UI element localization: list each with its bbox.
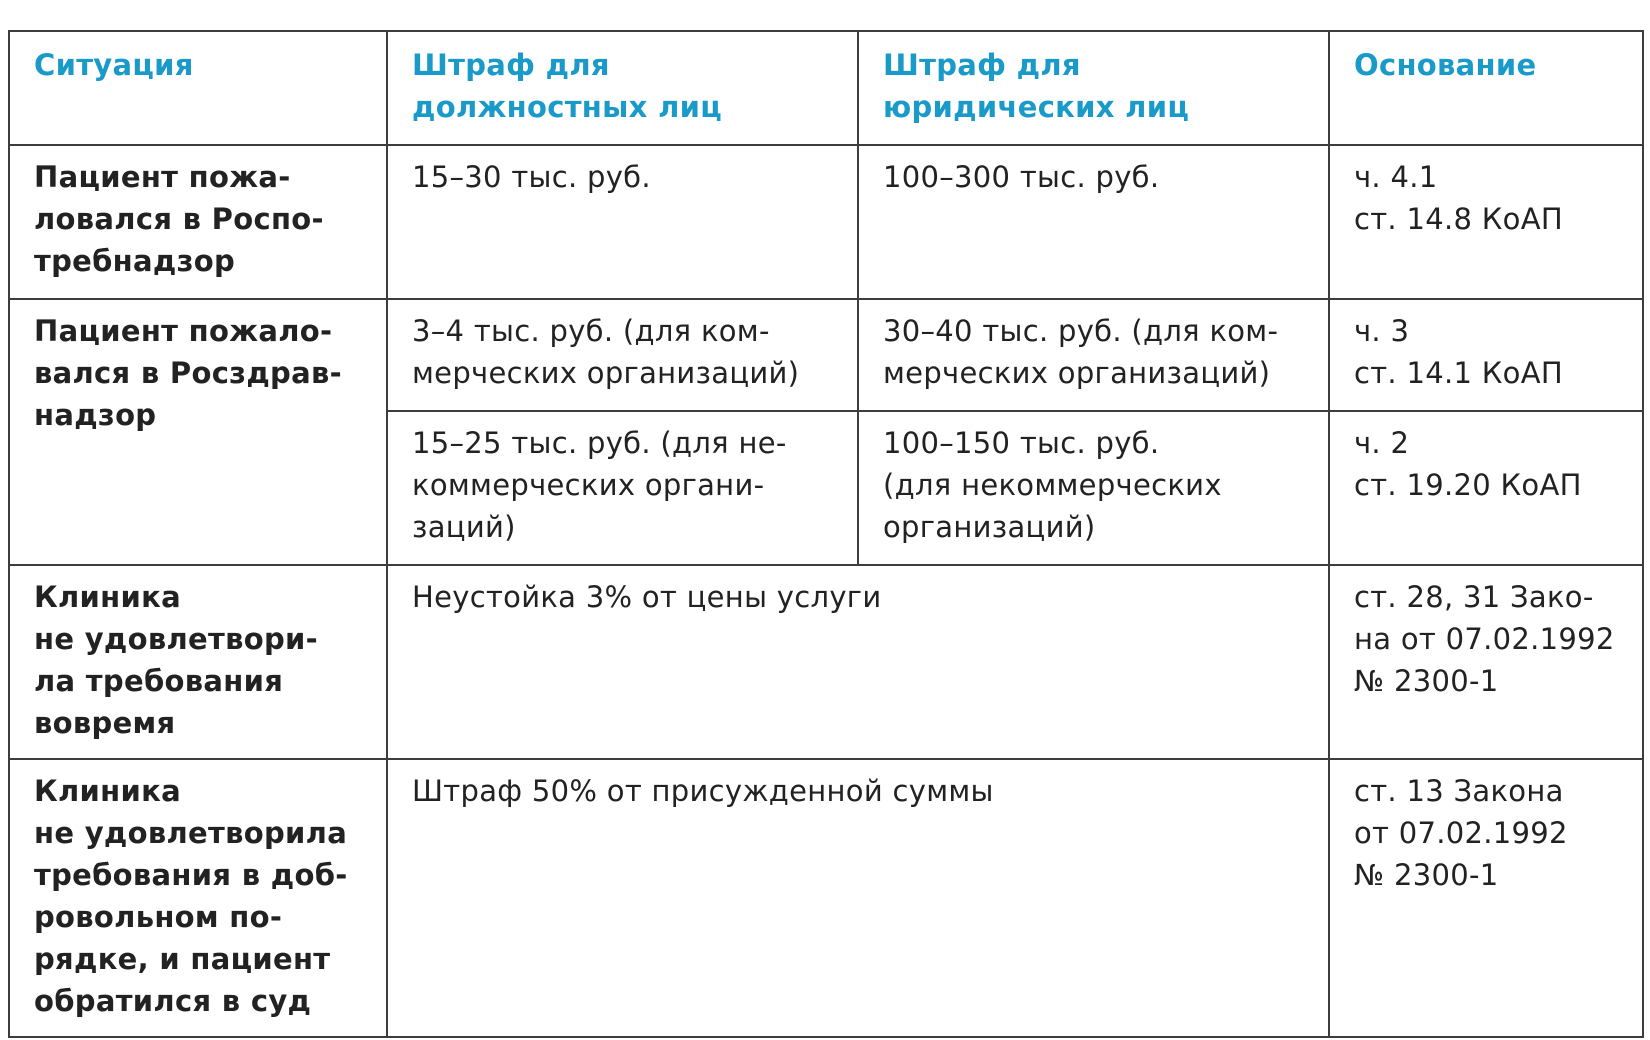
- table-row: [9, 145, 1643, 299]
- penalty-cell: Штраф 50% от присужденной суммы: [387, 759, 1329, 1037]
- basis-cell: ст. 28, 31 Зако- на от 07.02.1992 № 2300-1: [1329, 565, 1643, 759]
- fine-legal-cell: 100–300 тыс. руб.: [858, 145, 1329, 299]
- header-fine-officials: Штраф для должностных лиц: [387, 31, 858, 145]
- basis-cell: ч. 2 ст. 19.20 КоАП: [1329, 411, 1643, 565]
- basis-cell: ст. 13 Закона от 07.02.1992 № 2300-1: [1329, 759, 1643, 1037]
- basis-cell: ч. 3 ст. 14.1 КоАП: [1329, 299, 1643, 411]
- fines-table: [8, 30, 1644, 1038]
- situation-cell: Пациент пожало- вался в Росздрав- надзор: [9, 299, 387, 565]
- header-situation: Ситуация: [9, 31, 387, 145]
- basis-cell: ч. 4.1 ст. 14.8 КоАП: [1329, 145, 1643, 299]
- situation-cell: Пациент пожа- ловался в Роспо- требнадзор: [9, 145, 387, 299]
- fine-legal-cell: 30–40 тыс. руб. (для ком- мерческих организаций): [858, 299, 1329, 411]
- header-basis: Основание: [1329, 31, 1643, 145]
- table-row: [9, 299, 1643, 411]
- table-row: [9, 759, 1643, 1037]
- fine-legal-cell: 100–150 тыс. руб. (для некоммерческих организаций): [858, 411, 1329, 565]
- fine-officials-cell: 15–25 тыс. руб. (для не- коммерческих органи- заций): [387, 411, 858, 565]
- penalty-cell: Неустойка 3% от цены услуги: [387, 565, 1329, 759]
- situation-cell: Клиника не удовлетвори- ла требования вовремя: [9, 565, 387, 759]
- header-fine-legal-entities: Штраф для юридических лиц: [858, 31, 1329, 145]
- situation-cell: Клиника не удовлетворила требования в доб- ровольном по- рядке, и пациент обратился в суд: [9, 759, 387, 1037]
- fine-officials-cell: 15–30 тыс. руб.: [387, 145, 858, 299]
- fine-officials-cell: 3–4 тыс. руб. (для ком- мерческих организаций): [387, 299, 858, 411]
- table-row: [9, 565, 1643, 759]
- table-header-row: [9, 31, 1643, 145]
